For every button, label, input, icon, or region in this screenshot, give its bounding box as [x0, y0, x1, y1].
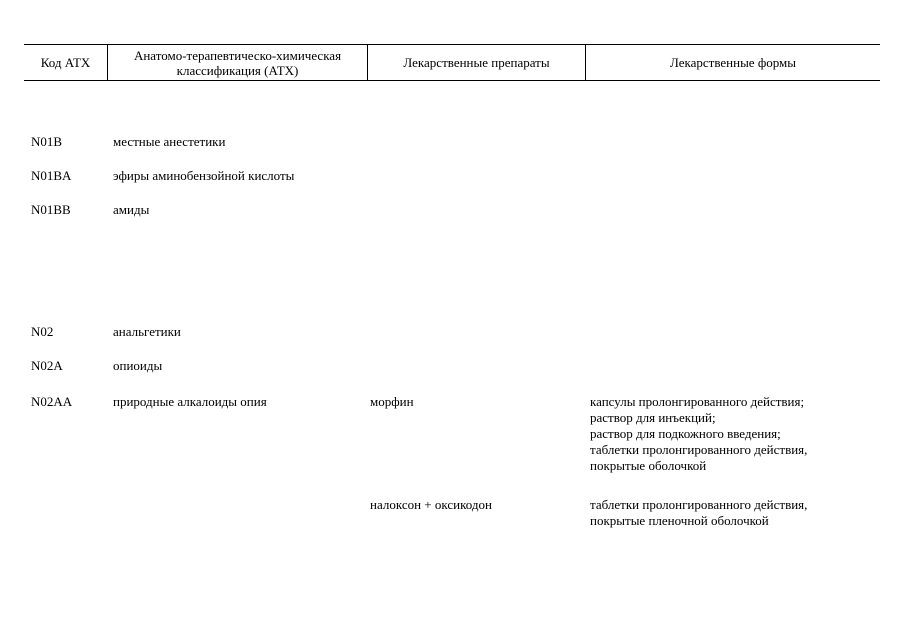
row-classification: местные анестетики — [113, 134, 226, 149]
row-code: N01B — [31, 134, 63, 149]
row-drug: налоксон + оксикодон — [370, 497, 492, 512]
row-classification: опиоиды — [113, 358, 163, 373]
row-classification: анальгетики — [113, 324, 181, 339]
row-drug: морфин — [370, 394, 414, 409]
row-code: N01BA — [31, 168, 72, 183]
row-code: N02 — [31, 324, 54, 339]
form-line: раствор для подкожного введения; — [590, 426, 781, 441]
row-classification: природные алкалоиды опия — [113, 394, 267, 409]
form-line: покрытые пленочной оболочкой — [590, 513, 769, 528]
form-line: таблетки пролонгированного действия, — [590, 497, 808, 512]
row-classification: эфиры аминобензойной кислоты — [113, 168, 295, 183]
row-code: N02AA — [31, 394, 73, 409]
header-forms: Лекарственные формы — [585, 45, 880, 80]
form-line: таблетки пролонгированного действия, — [590, 442, 808, 457]
row-forms — [590, 497, 880, 529]
header-classification: Анатомо-терапевтическо-химическая классификация (АТХ) — [107, 45, 367, 80]
header-code: Код АТХ — [40, 55, 91, 70]
row-forms — [590, 394, 880, 474]
row-code: N01BB — [31, 202, 71, 217]
row-code: N02A — [31, 358, 63, 373]
header-drugs: Лекарственные препараты — [367, 45, 585, 80]
row-classification: амиды — [113, 202, 150, 217]
form-line: капсулы пролонгированного действия; — [590, 394, 805, 409]
form-line: покрытые оболочкой — [590, 458, 707, 473]
form-line: раствор для инъекций; — [590, 410, 716, 425]
